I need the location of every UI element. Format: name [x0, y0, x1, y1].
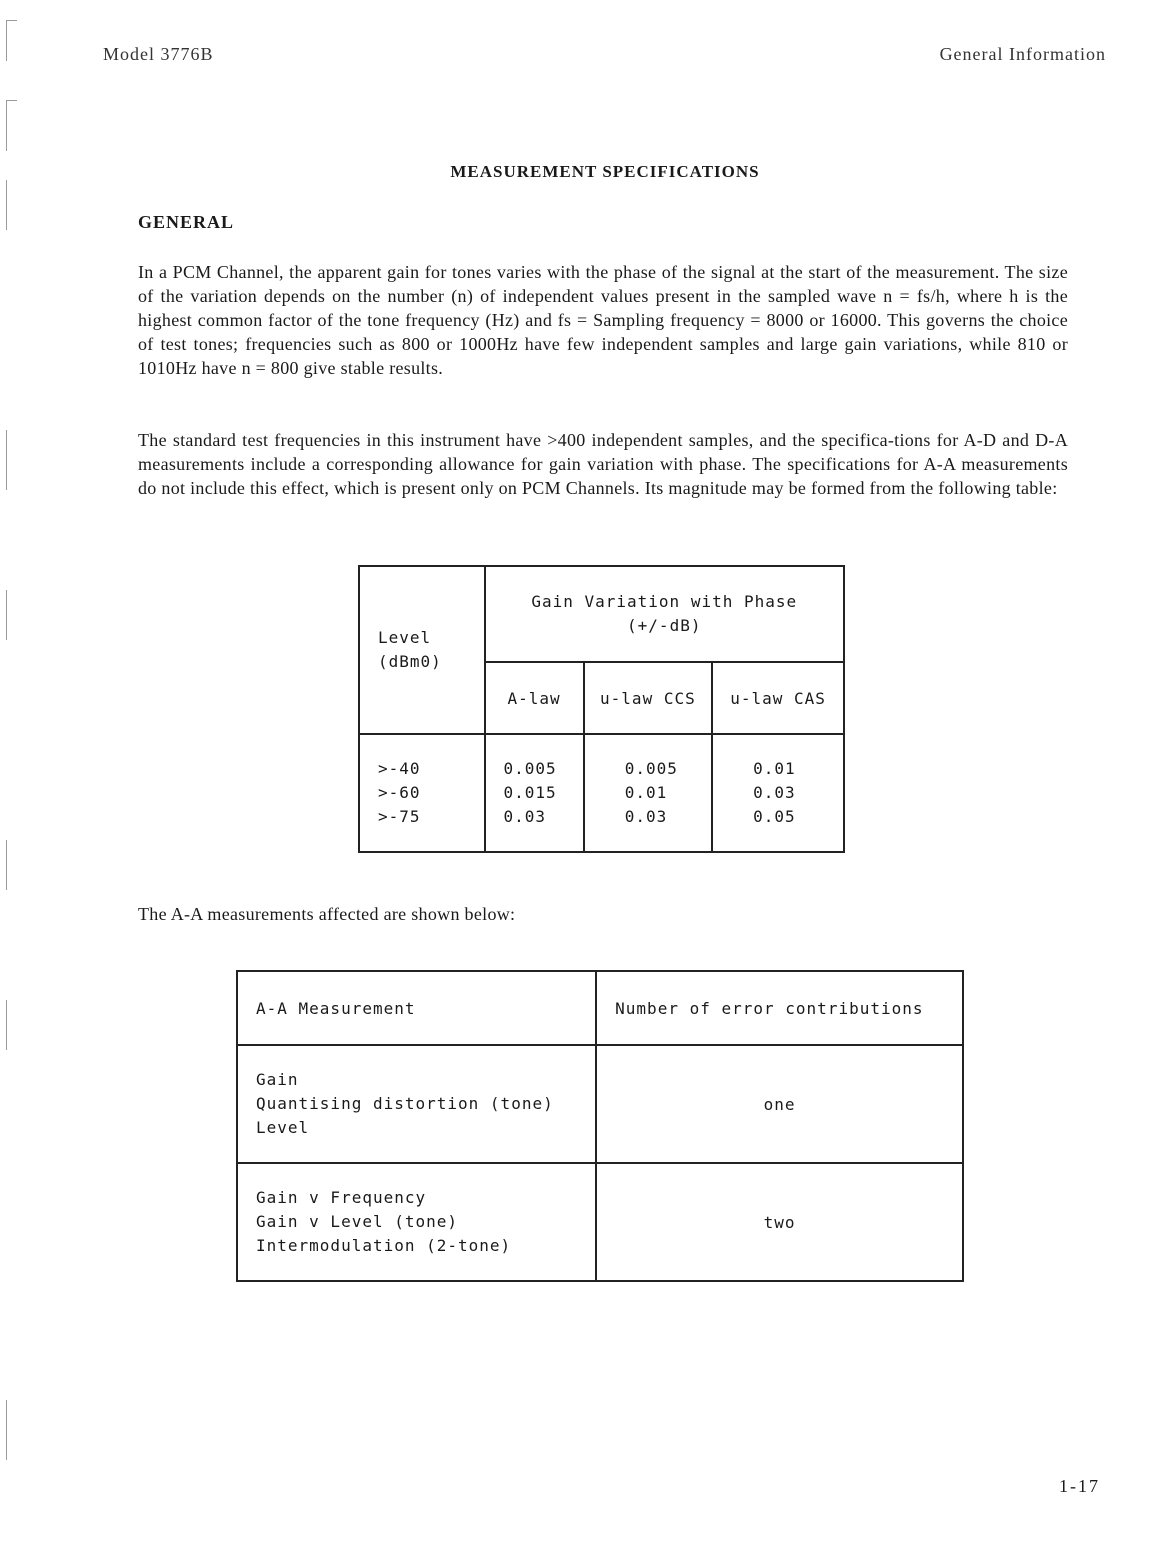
- page-title: MEASUREMENT SPECIFICATIONS: [450, 162, 760, 181]
- measurement-name: Quantising distortion (tone): [256, 1094, 554, 1113]
- level-values-cell: [359, 734, 485, 852]
- paragraph-test-frequencies: The standard test frequencies in this instrument have >400 independent samples, and the specifica-tions for A-D and D-A measurements include a corresponding allowance for gain variation with phase. The specifications for A-A measurements do not include this effect, which is present only on PCM Channels. Its magnitude may be formed from the following table:: [138, 430, 1068, 498]
- header-model: Model 3776B: [103, 44, 214, 64]
- level-value: >-40: [378, 759, 421, 778]
- aa-measurements-table: [236, 970, 964, 1282]
- column-header-u-law-ccs: u-law CCS: [584, 662, 712, 734]
- gain-variation-header: Gain Variation with Phase: [531, 592, 798, 611]
- gain-variation-header-cell: [485, 566, 845, 662]
- u-law-cas-value: 0.05: [753, 807, 796, 826]
- gain-variation-unit: (+/-dB): [627, 616, 702, 635]
- measurement-name: Gain v Level (tone): [256, 1212, 459, 1231]
- a-law-values-cell: [485, 734, 584, 852]
- paragraph-pcm-gain: In a PCM Channel, the apparent gain for tones varies with the phase of the signal at the start of the measurement. The size of the variation depends on the number (n) of independent values present in the sampled wave n = fs/h, where h is the highest common factor of the tone frequency (Hz) and fs = Sampling frequency = 8000 or 16000. This governs the choice of test tones; frequencies such as 800 or 1000Hz have few independent samples and large gain variations, while 810 or 1010Hz have n = 800 give stable results.: [138, 262, 1068, 378]
- section-heading: GENERAL: [138, 212, 235, 232]
- binder-mark: [6, 590, 17, 640]
- measurement-name: Intermodulation (2-tone): [256, 1236, 512, 1255]
- binder-mark: [6, 20, 17, 61]
- header-error-contributions: Number of error contributions: [596, 971, 963, 1045]
- paragraph-affected-measurements: The A-A measurements affected are shown below:: [138, 904, 516, 924]
- level-header: Level: [378, 628, 432, 647]
- u-law-ccs-values-cell: [584, 734, 712, 852]
- column-header-a-law: A-law: [485, 662, 584, 734]
- measurements-cell: [237, 1163, 596, 1281]
- level-value: >-60: [378, 783, 421, 802]
- header-section: General Information: [939, 44, 1106, 64]
- level-header-cell: [359, 566, 485, 734]
- u-law-cas-values-cell: [712, 734, 844, 852]
- level-unit: (dBm0): [378, 652, 442, 671]
- binder-mark: [6, 1000, 17, 1050]
- u-law-ccs-value: 0.01: [624, 783, 668, 802]
- page-number: 1-17: [1059, 1476, 1100, 1496]
- a-law-value: 0.03: [503, 807, 547, 826]
- measurements-cell: [237, 1045, 596, 1163]
- measurement-name: Gain: [256, 1070, 299, 1089]
- u-law-cas-value: 0.03: [753, 783, 796, 802]
- u-law-ccs-value: 0.005: [624, 759, 678, 778]
- binder-mark: [6, 430, 17, 490]
- measurement-name: Gain v Frequency: [256, 1188, 427, 1207]
- contribution-count: one: [596, 1045, 963, 1163]
- u-law-ccs-value: 0.03: [624, 807, 668, 826]
- binder-mark: [6, 180, 17, 230]
- measurement-name: Level: [256, 1118, 310, 1137]
- binder-mark: [6, 1400, 17, 1460]
- level-value: >-75: [378, 807, 421, 826]
- u-law-cas-value: 0.01: [753, 759, 796, 778]
- gain-variation-table: [358, 565, 845, 853]
- column-header-u-law-cas: u-law CAS: [712, 662, 844, 734]
- header-aa-measurement: A-A Measurement: [237, 971, 596, 1045]
- contribution-count: two: [596, 1163, 963, 1281]
- binder-mark: [6, 840, 17, 890]
- a-law-value: 0.015: [503, 783, 557, 802]
- binder-mark: [6, 100, 17, 151]
- a-law-value: 0.005: [503, 759, 557, 778]
